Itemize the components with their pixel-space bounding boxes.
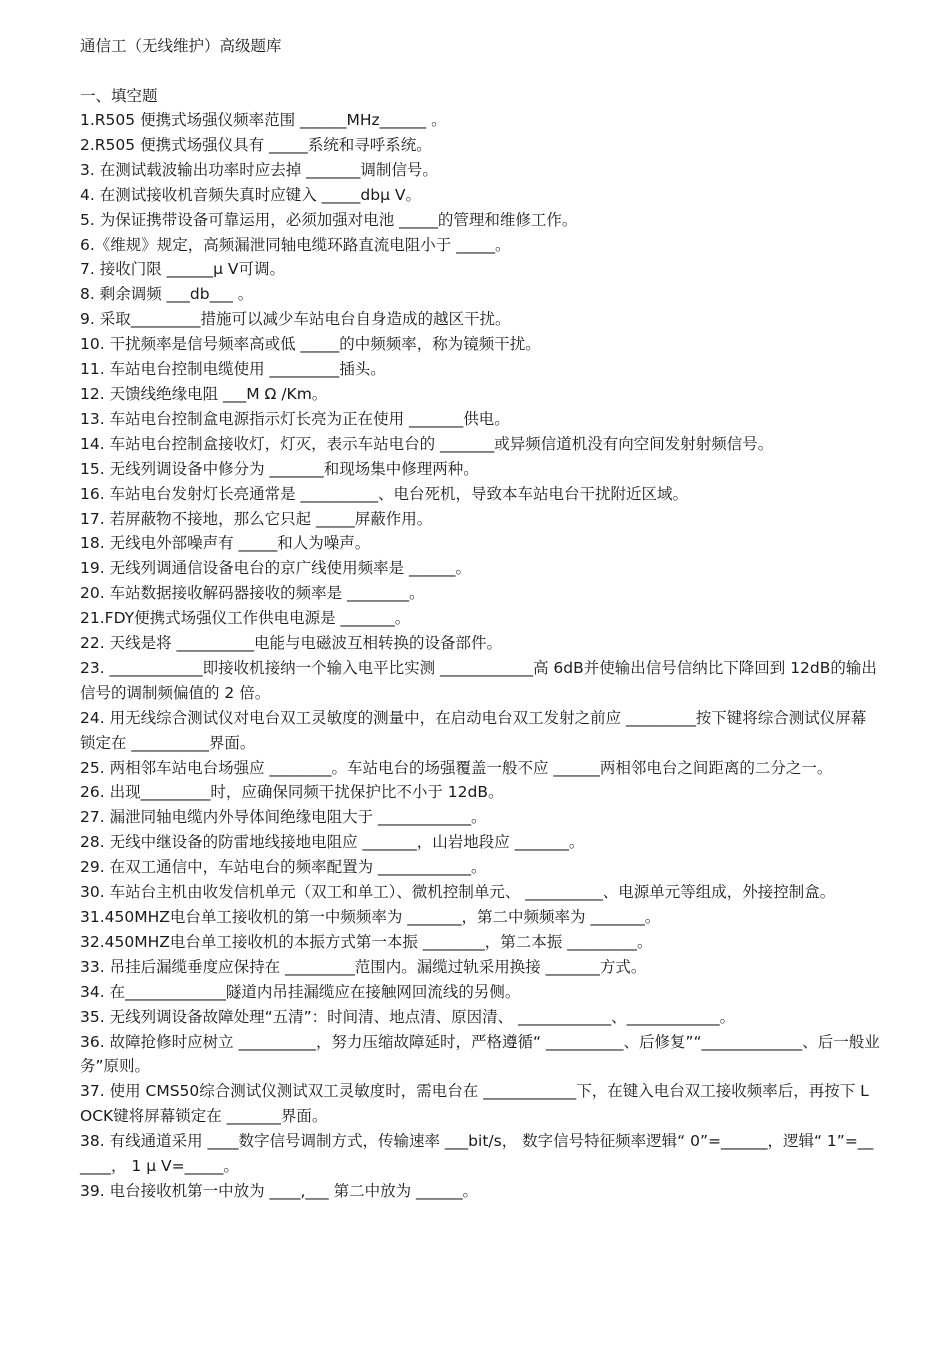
- question-item: 6.《维规》规定，高频漏泄同轴电缆环路直流电阻小于 _____。: [80, 235, 511, 254]
- question-item: 20. 车站数据接收解码器接收的频率是 ________。: [80, 584, 425, 603]
- section-title: 一、填空题: [80, 87, 158, 105]
- question-item: 5. 为保证携带设备可靠运用，必须加强对电池 _____的管理和维修工作。: [80, 210, 578, 229]
- question-item: 3. 在测试载波输出功率时应去掉 _______调制信号。: [80, 160, 438, 179]
- question-item: 10. 干扰频率是信号频率高或低 _____的中频频率，称为镜频干扰。: [80, 335, 541, 354]
- question-item: 23. ____________即接收机接纳一个输入电平比实测 ____________高 6dB并使输出信号信纳比下降回到 12dB的输出信号的调制频偏值的 2 倍。: [80, 658, 877, 702]
- question-item: 39. 电台接收机第一中放为 ____,___ 第二中放为 ______。: [80, 1181, 479, 1200]
- question-item: 13. 车站电台控制盒电源指示灯长亮为正在使用 _______供电。: [80, 409, 510, 428]
- question-list: [80, 108, 880, 1204]
- question-item: 2.R505 便携式场强仪具有 _____系统和寻呼系统。: [80, 135, 432, 154]
- question-item: 15. 无线列调设备中修分为 _______和现场集中修理两种。: [80, 459, 479, 478]
- question-item: 8. 剩余调频 ___db___ 。: [80, 285, 254, 304]
- question-item: 14. 车站电台控制盒接收灯，灯灭，表示车站电台的 _______或异频信道机没有向空间发射射频信号。: [80, 434, 774, 453]
- question-item: 11. 车站电台控制电缆使用 _________插头。: [80, 360, 386, 379]
- question-item: 32.450MHZ电台单工接收机的本振方式第一本振 ________，第二本振 _________。: [80, 932, 653, 951]
- question-item: 18. 无线电外部噪声有 _____和人为噪声。: [80, 534, 371, 553]
- question-item: 4. 在测试接收机音频失真时应键入 _____dbμ V。: [80, 185, 421, 204]
- question-item: 9. 采取_________措施可以减少车站电台自身造成的越区干扰。: [80, 310, 511, 329]
- question-item: 12. 天馈线绝缘电阻 ___M Ω /Km。: [80, 384, 328, 403]
- question-item: 24. 用无线综合测试仪对电台双工灵敏度的测量中，在启动电台双工发射之前应 _________按下键将综合测试仪屏幕锁定在 __________界面。: [80, 708, 867, 752]
- question-item: 37. 使用 CMS50综合测试仪测试双工灵敏度时，需电台在 ____________下，在键入电台双工接收频率后，再按下 LOCK键将屏幕锁定在 _______界面。: [80, 1082, 869, 1126]
- question-item: 31.450MHZ电台单工接收机的第一中频频率为 _______，第二中频频率为 _______。: [80, 908, 661, 926]
- question-item: 29. 在双工通信中，车站电台的频率配置为 ____________。: [80, 858, 487, 877]
- doc-title: 通信工（无线维护）高级题库: [80, 37, 282, 55]
- question-item: 33. 吊挂后漏缆垂度应保持在 _________范围内。漏缆过轨采用换接 _______方式。: [80, 957, 647, 976]
- question-item: 22. 天线是将 __________电能与电磁波互相转换的设备部件。: [80, 634, 503, 653]
- question-item: 7. 接收门限 ______μ V可调。: [80, 260, 286, 279]
- question-item: 38. 有线通道采用 ____数字信号调制方式，传输速率 ___bit/s， 数字信号特征频率逻辑“ 0”=______，逻辑“ 1”=______， 1 μ V=_____。: [80, 1132, 874, 1176]
- question-item: 34. 在_____________隧道内吊挂漏缆应在接触网回流线的另侧。: [80, 982, 521, 1001]
- question-item: 16. 车站电台发射灯长亮通常是 __________、电台死机，导致本车站电台干扰附近区域。: [80, 484, 689, 503]
- question-item: 21.FDY便携式场强仪工作供电电源是 _______。: [80, 609, 411, 628]
- question-item: 30. 车站台主机由收发信机单元（双工和单工）、微机控制单元、 __________、电源单元等组成，外接控制盒。: [80, 883, 836, 902]
- question-item: 27. 漏泄同轴电缆内外导体间绝缘电阻大于 ____________。: [80, 808, 487, 827]
- question-item: 35. 无线列调设备故障处理“五清”：时间清、地点清、原因清、 ____________、____________。: [80, 1007, 736, 1026]
- question-item: 36. 故障抢修时应树立 __________，努力压缩故障延时，严格遵循“ __________、后修复”“_____________、后一般业务”原则。: [80, 1032, 880, 1076]
- question-item: 1.R505 便携式场强仪频率范围 ______MHz______ 。: [80, 111, 447, 129]
- question-item: 17. 若屏蔽物不接地，那么它只起 _____屏蔽作用。: [80, 509, 433, 528]
- question-item: 25. 两相邻车站电台场强应 ________。车站电台的场强覆盖一般不应 ______两相邻电台之间距离的二分之一。: [80, 758, 833, 777]
- document-page: [80, 34, 880, 1204]
- question-item: 26. 出现_________时，应确保同频干扰保护比不小于 12dB。: [80, 783, 504, 802]
- question-item: 28. 无线中继设备的防雷地线接地电阻应 _______，山岩地段应 _______。: [80, 833, 585, 852]
- question-item: 19. 无线列调通信设备电台的京广线使用频率是 ______。: [80, 559, 472, 578]
